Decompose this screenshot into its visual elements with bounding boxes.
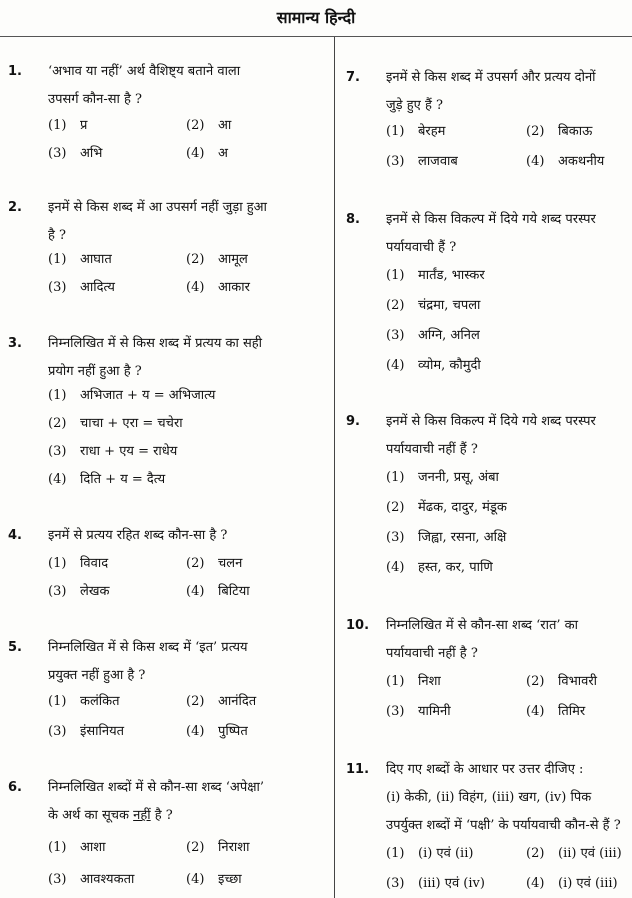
question-text: दिए गए शब्दों के आधार पर उत्तर दीजिए : (i) केकी, (ii) विहंग, (iii) खग, (iv) पिक उपर्युक्त शब्दों में ‘पक्षी’ के पर्यायवाची कौन-से हैं ?: [386, 762, 621, 833]
question-number: 11.: [346, 762, 370, 777]
option-2[interactable]: (2) चंद्रमा, चपला: [386, 298, 481, 313]
option-2[interactable]: (2) (ii) एवं (iii): [526, 846, 622, 861]
option-3[interactable]: (3) अभि: [48, 146, 103, 161]
option-2[interactable]: (2) चलन: [186, 556, 243, 571]
option-4[interactable]: (4) पुष्पित: [186, 724, 248, 739]
question-number: 3.: [8, 336, 22, 351]
question-number: 10.: [346, 618, 370, 633]
option-3[interactable]: (3) लेखक: [48, 584, 110, 599]
question-number: 4.: [8, 528, 22, 543]
option-1[interactable]: (1) बेरहम: [386, 124, 446, 139]
option-3[interactable]: (3) लाजवाब: [386, 154, 458, 169]
option-2[interactable]: (2) निराशा: [186, 840, 250, 855]
question-number: 9.: [346, 414, 360, 429]
question-text: निम्नलिखित शब्दों में से कौन-सा शब्द ‘अपेक्षा’ के अर्थ का सूचक नहीं है ?: [48, 780, 265, 823]
option-1[interactable]: (1) निशा: [386, 674, 441, 689]
question-number: 7.: [346, 70, 360, 85]
question-5: [8, 634, 328, 748]
option-2[interactable]: (2) आनंदित: [186, 694, 257, 709]
option-3[interactable]: (3) राधा + एय = राधेय: [48, 444, 178, 459]
question-2: [8, 194, 328, 304]
question-8: [346, 206, 632, 380]
option-3[interactable]: (3) आदित्य: [48, 280, 115, 295]
option-2[interactable]: (2) बिकाऊ: [526, 124, 593, 139]
option-1[interactable]: (1) कलंकित: [48, 694, 120, 709]
option-3[interactable]: (3) (iii) एवं (iv): [386, 876, 485, 891]
page-title: सामान्य हिन्दी: [276, 8, 356, 27]
question-number: 6.: [8, 780, 22, 795]
option-1[interactable]: (1) मार्तंड, भास्कर: [386, 268, 485, 283]
option-2[interactable]: (2) आ: [186, 118, 232, 133]
option-4[interactable]: (4) हस्त, कर, पाणि: [386, 560, 493, 575]
option-2[interactable]: (2) चाचा + एरा = चचेरा: [48, 416, 183, 431]
option-4[interactable]: (4) अकथनीय: [526, 154, 605, 169]
option-4[interactable]: (4) बिटिया: [186, 584, 250, 599]
option-4[interactable]: (4) व्योम, कौमुदी: [386, 358, 481, 373]
option-1[interactable]: (1) आघात: [48, 252, 112, 267]
option-3[interactable]: (3) आवश्यकता: [48, 872, 135, 887]
question-text: इनमें से किस विकल्प में दिये गये शब्द परस्पर पर्यायवाची नहीं हैं ?: [386, 414, 596, 457]
question-text: निम्नलिखित में से किस शब्द में ‘इत’ प्रत्यय प्रयुक्त नहीं हुआ है ?: [48, 640, 248, 683]
question-text: इनमें से किस विकल्प में दिये गये शब्द परस्पर पर्यायवाची हैं ?: [386, 212, 596, 255]
question-text: ‘अभाव या नहीं’ अर्थ वैशिष्ट्य बताने वाला उपसर्ग कौन-सा है ?: [48, 64, 241, 107]
option-2[interactable]: (2) मेंढक, दादुर, मंडूक: [386, 500, 507, 515]
option-1[interactable]: (1) (i) एवं (ii): [386, 846, 474, 861]
underlined-word: नहीं: [133, 808, 151, 823]
question-text: निम्नलिखित में से कौन-सा शब्द ‘रात’ का पर्यायवाची नहीं है ?: [386, 618, 579, 661]
question-text: निम्नलिखित में से किस शब्द में प्रत्यय का सही प्रयोग नहीं हुआ है ?: [48, 336, 263, 379]
option-1[interactable]: (1) प्र: [48, 118, 88, 133]
option-4[interactable]: (4) इच्छा: [186, 872, 242, 887]
option-4[interactable]: (4) आकार: [186, 280, 250, 295]
question-7: [346, 64, 632, 180]
option-1[interactable]: (1) विवाद: [48, 556, 109, 571]
question-10: [346, 612, 632, 728]
option-3[interactable]: (3) अग्नि, अनिल: [386, 328, 480, 343]
question-9: [346, 408, 632, 584]
option-2[interactable]: (2) आमूल: [186, 252, 248, 267]
column-divider: [334, 37, 335, 898]
option-1[interactable]: (1) जननी, प्रसू, अंबा: [386, 470, 499, 485]
question-text: इनमें से किस शब्द में आ उपसर्ग नहीं जुड़ा हुआ है ?: [48, 200, 267, 243]
header-rule: [0, 36, 632, 37]
option-4[interactable]: (4) तिमिर: [526, 704, 586, 719]
option-3[interactable]: (3) इंसानियत: [48, 724, 125, 739]
option-1[interactable]: (1) आशा: [48, 840, 106, 855]
option-4[interactable]: (4) अ: [186, 146, 228, 161]
question-number: 2.: [8, 200, 22, 215]
question-3: [8, 330, 328, 498]
question-6: [8, 774, 328, 892]
question-number: 5.: [8, 640, 22, 655]
option-2[interactable]: (2) विभावरी: [526, 674, 598, 689]
question-text: इनमें से किस शब्द में उपसर्ग और प्रत्यय दोनों जुड़े हुए हैं ?: [386, 70, 596, 113]
question-4: [8, 522, 328, 608]
option-4[interactable]: (4) दिति + य = दैत्य: [48, 472, 166, 487]
question-number: 1.: [8, 64, 22, 79]
question-text: इनमें से प्रत्यय रहित शब्द कौन-सा है ?: [48, 528, 228, 543]
option-4[interactable]: (4) (i) एवं (iii): [526, 876, 618, 891]
option-3[interactable]: (3) यामिनी: [386, 704, 451, 719]
question-11: [346, 756, 632, 896]
question-number: 8.: [346, 212, 360, 227]
option-1[interactable]: (1) अभिजात + य = अभिजात्य: [48, 388, 216, 403]
question-1: [8, 58, 328, 168]
option-3[interactable]: (3) जिह्वा, रसना, अक्षि: [386, 530, 507, 545]
